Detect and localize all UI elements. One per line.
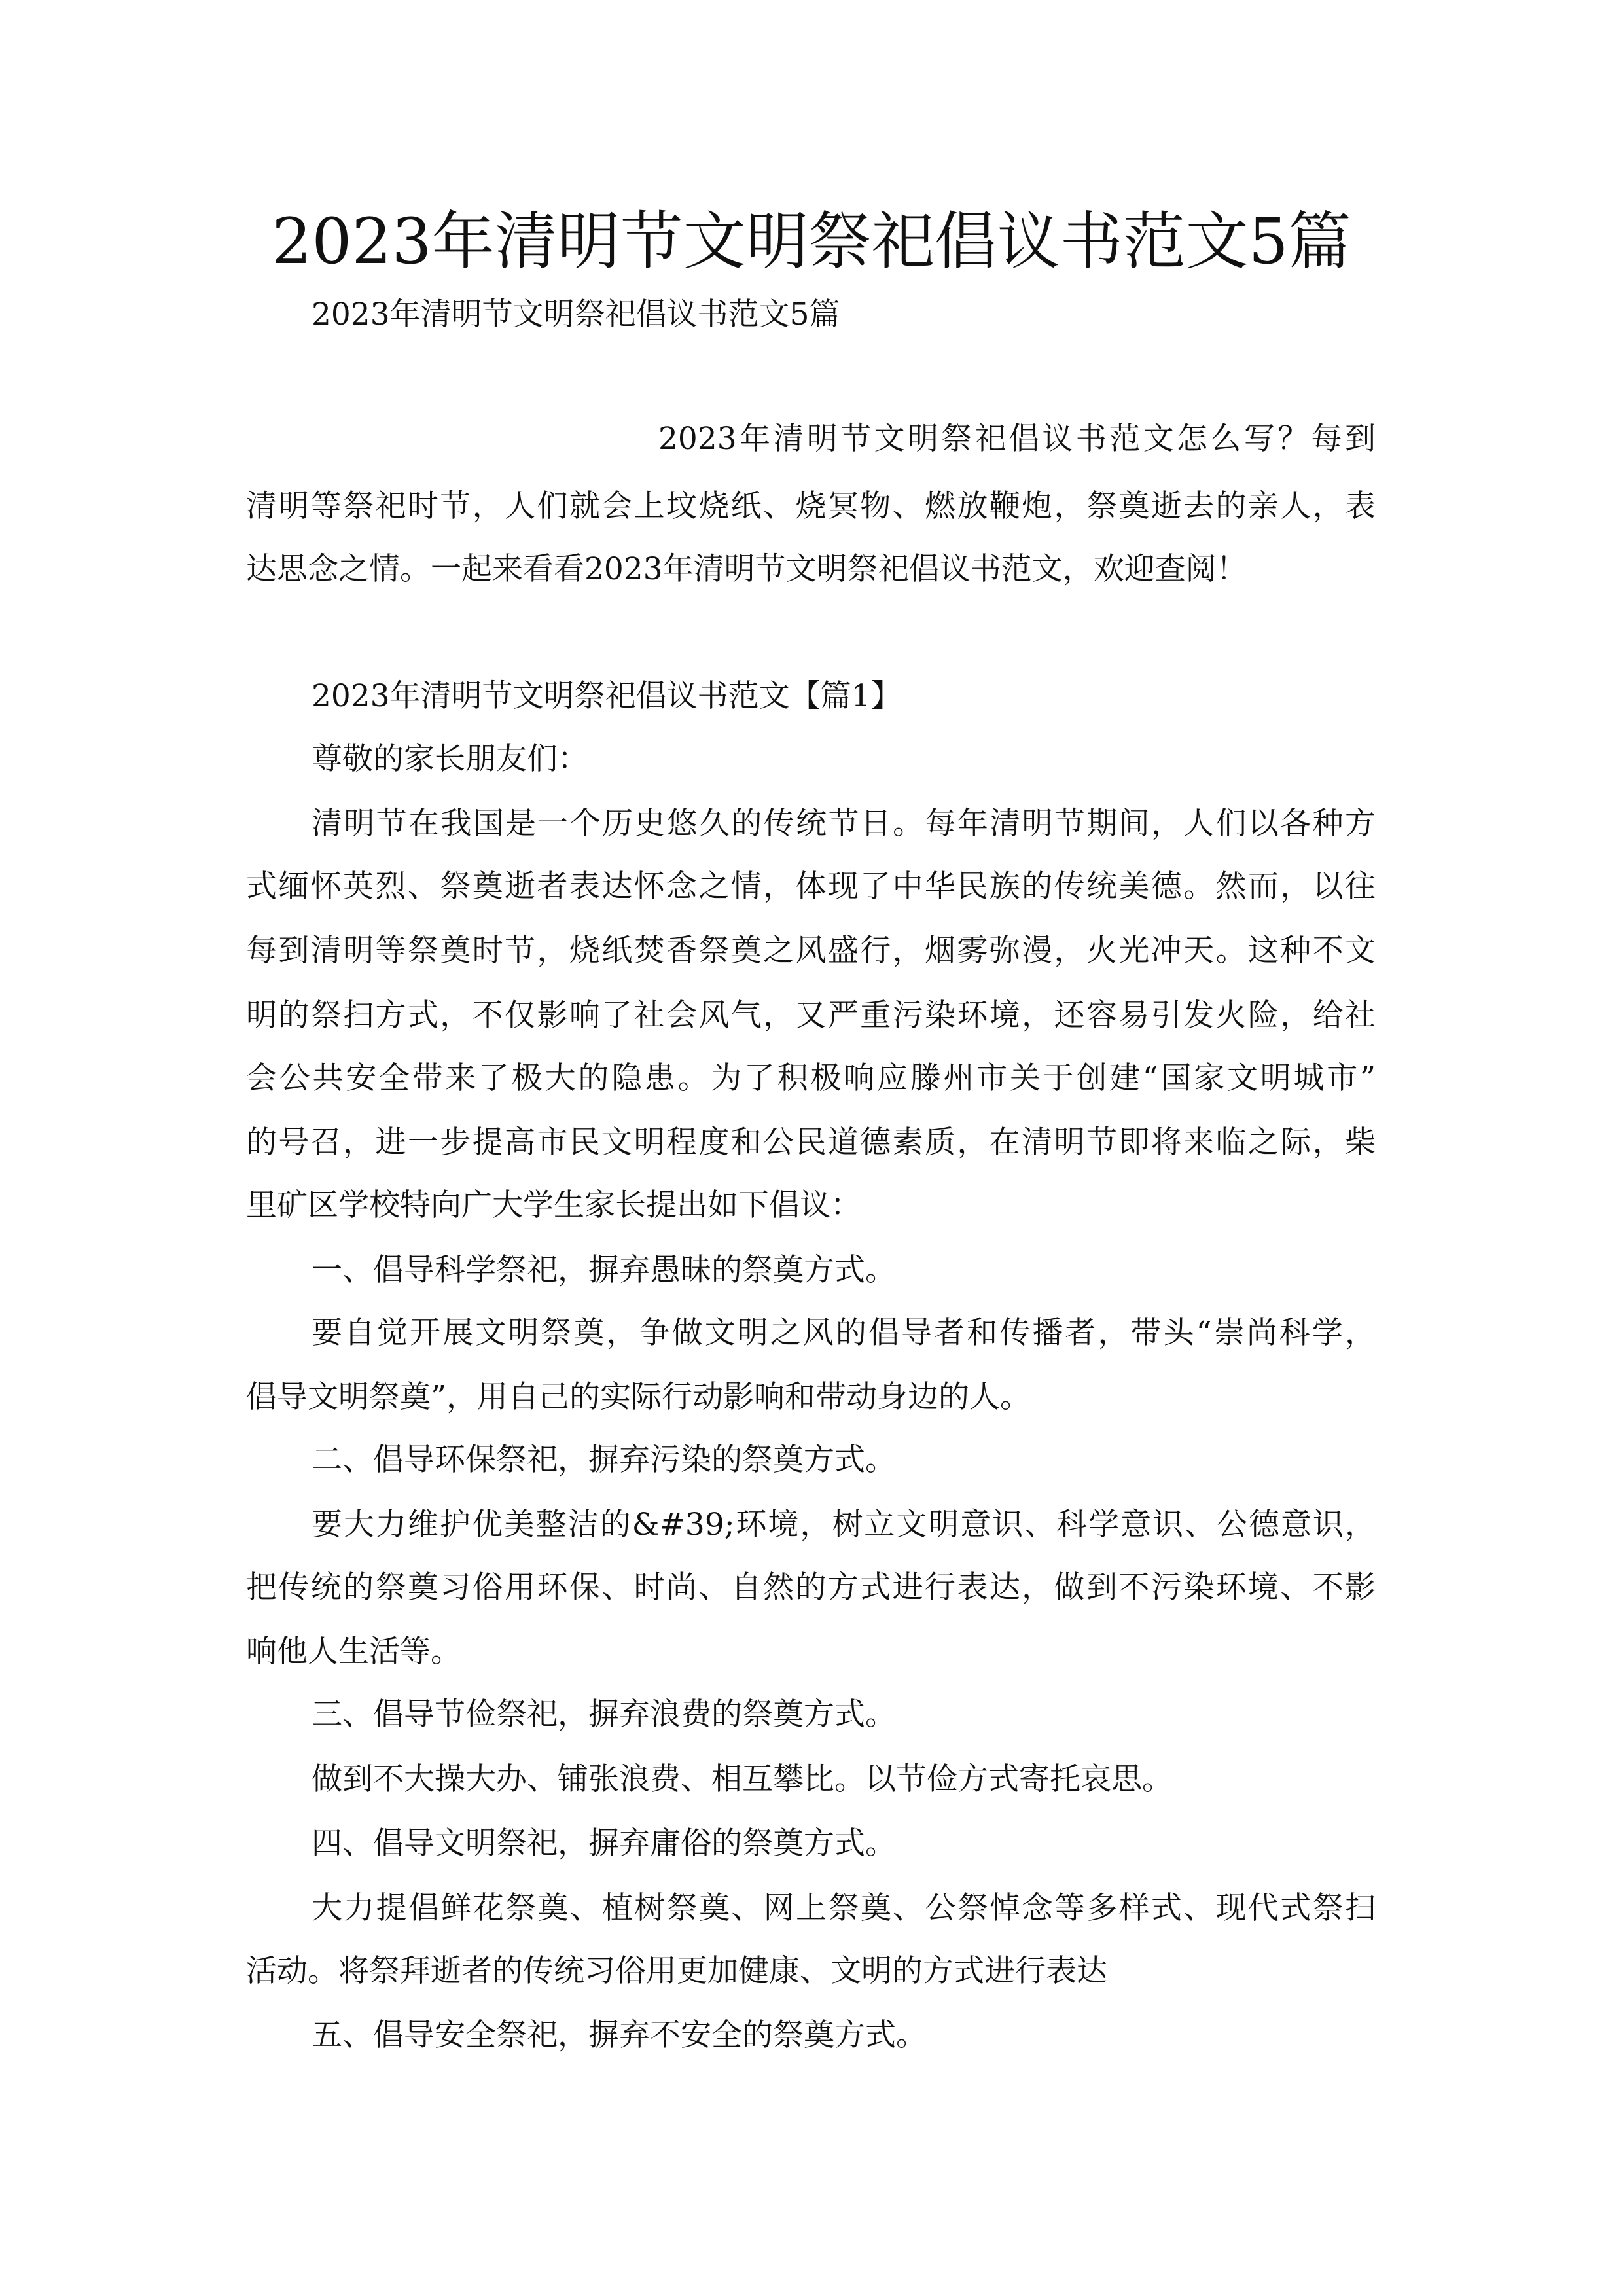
text-line: 会公共安全带来了极大的隐患。为了积极响应滕州市关于创建“国家文明城市”: [246, 1060, 1376, 1096]
text-line: 清明等祭祀时节，人们就会上坟烧纸、烧冥物、燃放鞭炮，祭奠逝去的亲人，表: [246, 488, 1376, 524]
text-line: 活动。将祭拜逝者的传统习俗用更加健康、文明的方式进行表达: [246, 1953, 1107, 1989]
text-line: 大力提倡鲜花祭奠、植树祭奠、网上祭奠、公祭悼念等多样式、现代式祭扫: [312, 1890, 1376, 1926]
text-line: 式缅怀英烈、祭奠逝者表达怀念之情，体现了中华民族的传统美德。然而，以往: [246, 869, 1376, 905]
text-line: 清明节在我国是一个历史悠久的传统节日。每年清明节期间，人们以各种方: [312, 806, 1376, 842]
text-line: 倡导文明祭奠”，用自己的实际行动影响和带动身边的人。: [246, 1379, 1031, 1415]
text-line: 2023年清明节文明祭祀倡议书范文怎么写？每到: [658, 421, 1376, 457]
text-line: 要自觉开展文明祭奠，争做文明之风的倡导者和传播者，带头“崇尚科学，: [312, 1315, 1376, 1351]
text-line: 响他人生活等。: [246, 1634, 461, 1670]
text-line: 四、倡导文明祭祀，摒弃庸俗的祭奠方式。: [312, 1825, 896, 1861]
text-line: 2023年清明节文明祭祀倡议书范文5篇: [312, 296, 840, 332]
text-line: 尊敬的家长朋友们：: [312, 741, 588, 777]
text-line: 里矿区学校特向广大学生家长提出如下倡议：: [246, 1187, 861, 1223]
text-line: 的号召，进一步提高市民文明程度和公民道德素质，在清明节即将来临之际，柴: [246, 1124, 1376, 1160]
text-line: 一、倡导科学祭祀，摒弃愚昧的祭奠方式。: [312, 1252, 896, 1288]
text-line: 2023年清明节文明祭祀倡议书范文【篇1】: [312, 678, 902, 714]
text-line: 二、倡导环保祭祀，摒弃污染的祭奠方式。: [312, 1442, 896, 1478]
text-line: 每到清明等祭奠时节，烧纸焚香祭奠之风盛行，烟雾弥漫，火光冲天。这种不文: [246, 933, 1376, 969]
document-title: 2023年清明节文明祭祀倡议书范文5篇: [272, 205, 1351, 278]
text-line: 把传统的祭奠习俗用环保、时尚、自然的方式进行表达，做到不污染环境、不影: [246, 1570, 1376, 1605]
text-line: 明的祭扫方式，不仅影响了社会风气，又严重污染环境，还容易引发火险，给社: [246, 997, 1376, 1033]
text-line: 三、倡导节俭祭祀，摒弃浪费的祭奠方式。: [312, 1696, 896, 1732]
text-line: 达思念之情。一起来看看2023年清明节文明祭祀倡议书范文，欢迎查阅！: [246, 551, 1247, 587]
text-line: 做到不大操大办、铺张浪费、相互攀比。以节俭方式寄托哀思。: [312, 1761, 1173, 1797]
text-line: 要大力维护优美整洁的&#39;环境，树立文明意识、科学意识、公德意识，: [312, 1507, 1376, 1543]
text-line: 五、倡导安全祭祀，摒弃不安全的祭奠方式。: [312, 2017, 927, 2053]
